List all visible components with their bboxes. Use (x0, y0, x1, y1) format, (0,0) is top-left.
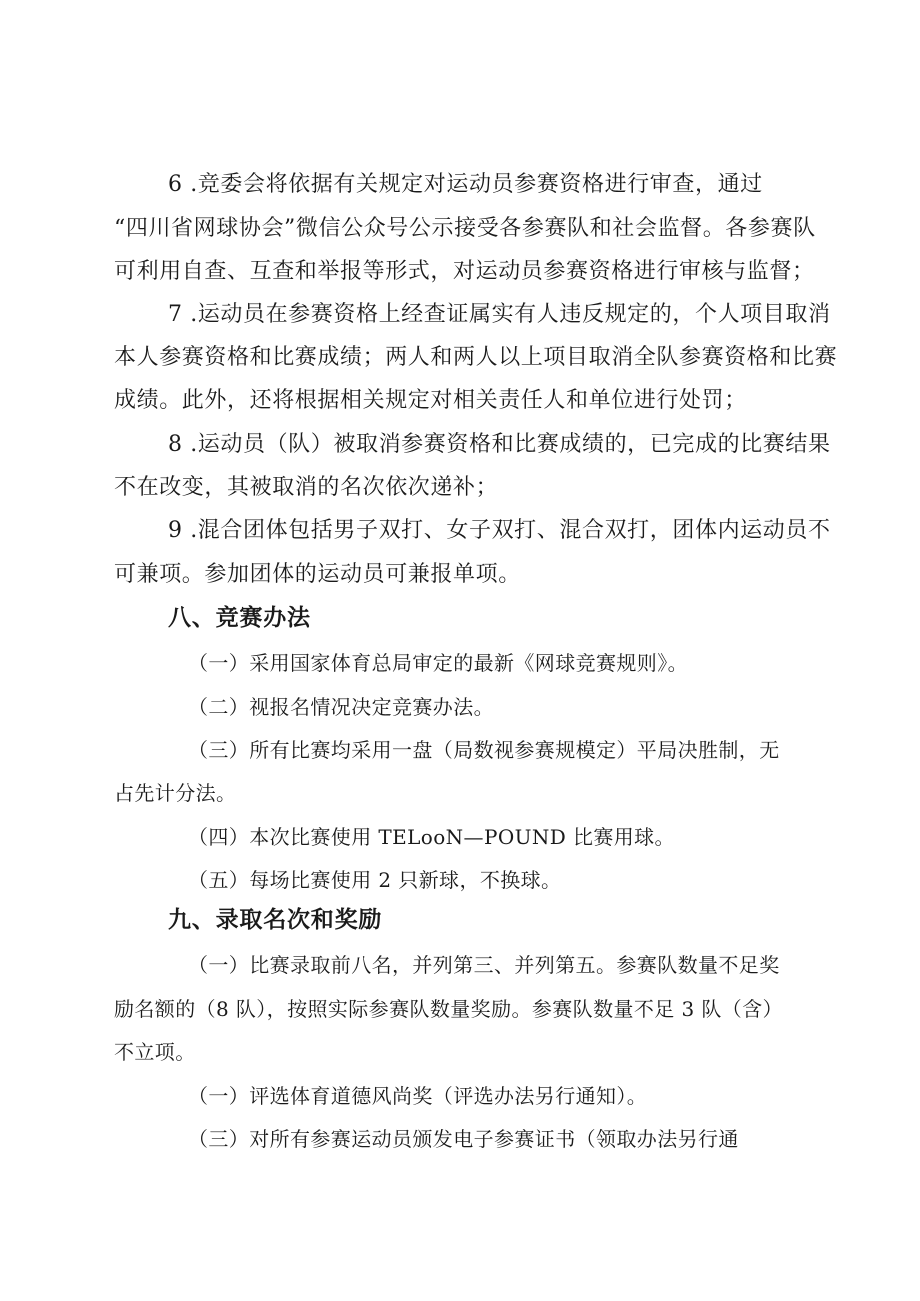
section8-item2: （二）视报名情况决定竞赛办法。 (188, 695, 494, 719)
item8-line1: 8 .运动员（队）被取消参赛资格和比赛成绩的，已完成的比赛结果 (168, 432, 831, 457)
section9-item1-line2: 励名额的（8 队），按照实际参赛队数量奖励。参赛队数量不足 3 队（含） (114, 997, 783, 1021)
section9-item2: （一）评选体育道德风尚奖（评选办法另行通知）。 (188, 1084, 648, 1108)
item6-line1: 6 .竞委会将依据有关规定对运动员参赛资格进行审查，通过 (168, 172, 763, 197)
section9-title: 九、录取名次和奖励 (168, 907, 383, 933)
section8-item4: （四）本次比赛使用 TELooN—POUND 比赛用球。 (188, 825, 675, 849)
section9-item1-line1: （一）比赛录取前八名，并列第三、并列第五。参赛队数量不足奖 (188, 953, 780, 977)
item6-line2: “四川省网球协会”微信公众号公示接受各参赛队和社会监督。各参赛队 (114, 216, 816, 241)
section8-title: 八、竞赛办法 (168, 605, 311, 631)
section8-item1: （一）采用国家体育总局审定的最新《网球竞赛规则》。 (188, 651, 688, 675)
section9-item1-line3: 不立项。 (114, 1040, 196, 1064)
item7-line3: 成绩。此外，还将根据相关规定对相关责任人和单位进行处罚； (114, 388, 747, 413)
item8-line2: 不在改变，其被取消的名次依次递补； (114, 475, 499, 500)
item6-line3: 可利用自查、互查和举报等形式，对运动员参赛资格进行审核与监督； (114, 259, 815, 284)
section9-item3: （三）对所有参赛运动员颁发电子参赛证书（领取办法另行通 (188, 1127, 739, 1151)
section8-item5: （五）每场比赛使用 2 只新球，不换球。 (188, 868, 562, 892)
item9-line1: 9 .混合团体包括男子双打、女子双打、混合双打，团体内运动员不 (168, 518, 831, 543)
section8-item3-line2: 占先计分法。 (114, 781, 237, 805)
section8-item3-line1: （三）所有比赛均采用一盘（局数视参赛规模定）平局决胜制，无 (188, 738, 780, 762)
item7-line2: 本人参赛资格和比赛成绩；两人和两人以上项目取消全队参赛资格和比赛 (114, 345, 838, 370)
item7-line1: 7 .运动员在参赛资格上经查证属实有人违反规定的，个人项目取消 (168, 302, 831, 327)
item9-line2: 可兼项。参加团体的运动员可兼报单项。 (114, 562, 521, 587)
